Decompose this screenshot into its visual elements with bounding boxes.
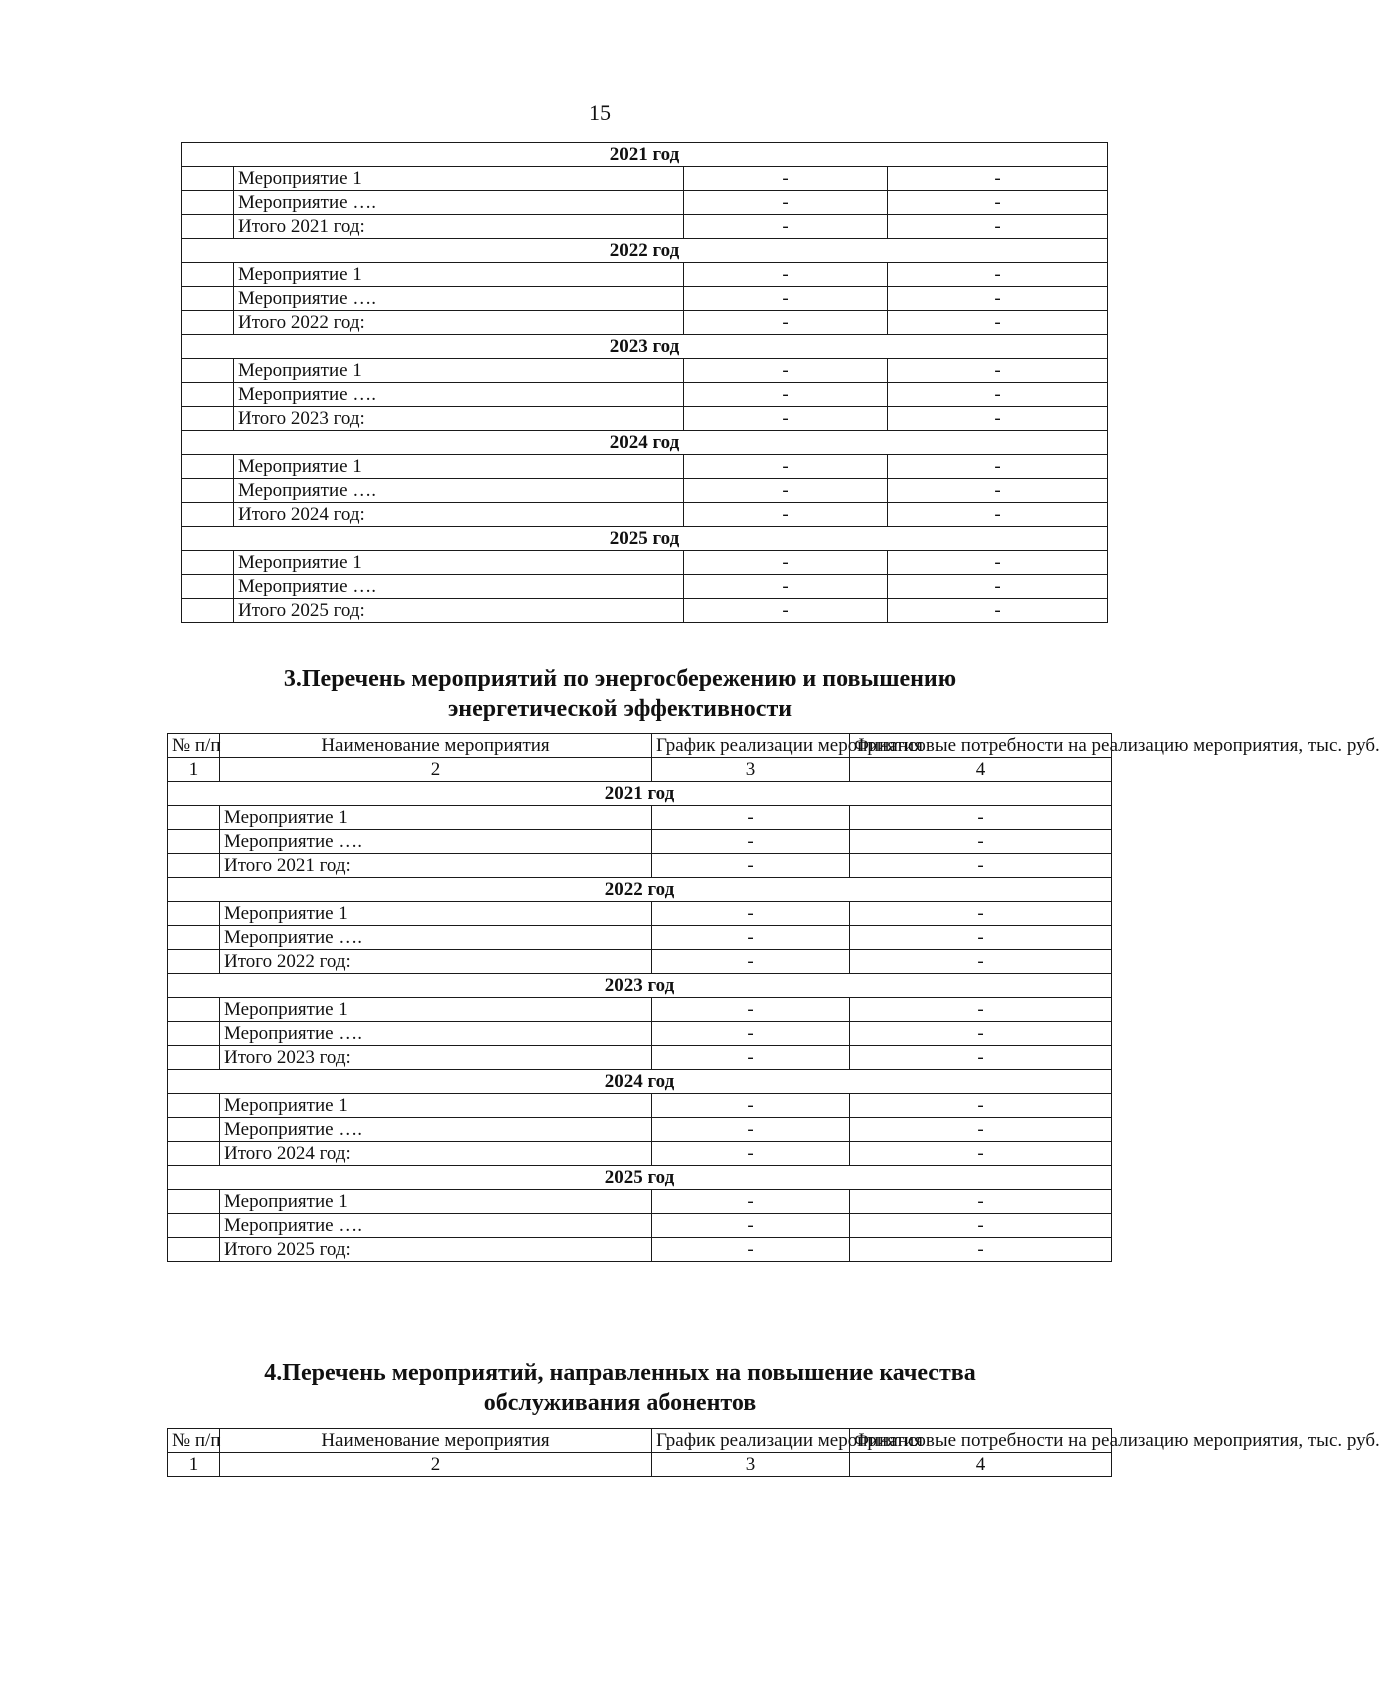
year-row — [182, 335, 1108, 359]
table-row — [182, 263, 1108, 287]
section-4-title-line-1: 4.Перечень мероприятий, направленных на повышение качества — [264, 1360, 976, 1386]
year-label: 2021 год — [182, 143, 1108, 167]
column-number-row — [168, 758, 1112, 782]
event-name: Итого 2021 год: — [220, 854, 652, 878]
num-cell — [168, 806, 220, 830]
schedule-cell: - — [652, 902, 850, 926]
finance-cell: - — [850, 854, 1112, 878]
event-name: Мероприятие 1 — [220, 998, 652, 1022]
event-name: Мероприятие 1 — [234, 455, 684, 479]
year-label: 2024 год — [168, 1070, 1112, 1094]
event-name: Мероприятие …. — [234, 191, 684, 215]
section-3-title-line-2: энергетической эффективности — [447, 696, 793, 722]
event-name: Итого 2025 год: — [234, 599, 684, 623]
event-name: Мероприятие …. — [220, 926, 652, 950]
finance-cell: - — [850, 902, 1112, 926]
schedule-cell: - — [684, 191, 888, 215]
event-name: Мероприятие …. — [234, 575, 684, 599]
event-name: Итого 2023 год: — [234, 407, 684, 431]
num-cell — [182, 215, 234, 239]
total-row — [168, 950, 1112, 974]
num-cell — [168, 950, 220, 974]
header-num: № п/п — [168, 1429, 220, 1453]
table-row — [182, 383, 1108, 407]
table-continuation — [181, 142, 1108, 623]
table-row — [182, 167, 1108, 191]
col-number-3: 3 — [652, 1453, 850, 1477]
num-cell — [182, 599, 234, 623]
total-row — [168, 1238, 1112, 1262]
year-label: 2022 год — [182, 239, 1108, 263]
header-name: Наименование мероприятия — [220, 1429, 652, 1453]
section-4-title-line-2: обслуживания абонентов — [483, 1390, 757, 1416]
num-cell — [168, 1142, 220, 1166]
header-finance: Финансовые потребности на реализацию мероприятия, тыс. руб. — [850, 734, 1112, 758]
header-schedule: График реализации мероприятия — [652, 1429, 850, 1453]
total-row — [182, 599, 1108, 623]
event-name: Мероприятие …. — [234, 479, 684, 503]
finance-cell: - — [888, 287, 1108, 311]
section-4-heading — [150, 1358, 1090, 1418]
year-label: 2024 год — [182, 431, 1108, 455]
num-cell — [168, 1094, 220, 1118]
table-row — [182, 575, 1108, 599]
schedule-cell: - — [652, 1214, 850, 1238]
year-row — [182, 239, 1108, 263]
num-cell — [168, 830, 220, 854]
num-cell — [182, 575, 234, 599]
schedule-cell: - — [652, 1190, 850, 1214]
schedule-cell: - — [652, 854, 850, 878]
table-row — [168, 806, 1112, 830]
schedule-cell: - — [652, 806, 850, 830]
num-cell — [182, 287, 234, 311]
total-row — [182, 311, 1108, 335]
page-number: 15 — [589, 100, 611, 125]
column-number-row — [168, 1453, 1112, 1477]
total-row — [168, 1142, 1112, 1166]
table-row — [182, 455, 1108, 479]
finance-cell: - — [888, 407, 1108, 431]
num-cell — [182, 311, 234, 335]
finance-cell: - — [888, 359, 1108, 383]
finance-cell: - — [888, 455, 1108, 479]
section-3-heading — [150, 664, 1090, 724]
num-cell — [182, 167, 234, 191]
finance-cell: - — [850, 1214, 1112, 1238]
finance-cell: - — [850, 1118, 1112, 1142]
schedule-cell: - — [684, 407, 888, 431]
table-row — [168, 1094, 1112, 1118]
schedule-cell: - — [684, 599, 888, 623]
num-cell — [168, 1118, 220, 1142]
col-number-4: 4 — [850, 758, 1112, 782]
finance-cell: - — [850, 1190, 1112, 1214]
year-label: 2023 год — [182, 335, 1108, 359]
event-name: Итого 2023 год: — [220, 1046, 652, 1070]
num-cell — [182, 263, 234, 287]
year-row — [168, 1070, 1112, 1094]
num-cell — [182, 503, 234, 527]
table-row — [168, 1022, 1112, 1046]
header-name: Наименование мероприятия — [220, 734, 652, 758]
schedule-cell: - — [684, 263, 888, 287]
col-number-3: 3 — [652, 758, 850, 782]
year-row — [182, 143, 1108, 167]
col-number-1: 1 — [168, 1453, 220, 1477]
event-name: Мероприятие …. — [220, 1022, 652, 1046]
num-cell — [168, 1046, 220, 1070]
schedule-cell: - — [684, 575, 888, 599]
event-name: Итого 2024 год: — [220, 1142, 652, 1166]
num-cell — [168, 926, 220, 950]
schedule-cell: - — [684, 215, 888, 239]
col-number-2: 2 — [220, 758, 652, 782]
schedule-cell: - — [684, 359, 888, 383]
year-row — [168, 878, 1112, 902]
table-row — [168, 1118, 1112, 1142]
section-3-title-line-1: 3.Перечень мероприятий по энергосбережению и повышению — [283, 666, 957, 692]
finance-cell: - — [888, 503, 1108, 527]
event-name: Мероприятие 1 — [234, 359, 684, 383]
finance-cell: - — [888, 311, 1108, 335]
table-section-4 — [167, 1428, 1380, 1477]
table-section-3 — [167, 733, 1380, 1262]
finance-cell: - — [888, 551, 1108, 575]
schedule-cell: - — [652, 1022, 850, 1046]
year-row — [168, 1166, 1112, 1190]
finance-cell: - — [888, 263, 1108, 287]
num-cell — [182, 455, 234, 479]
table-row — [168, 998, 1112, 1022]
year-row — [168, 782, 1112, 806]
schedule-cell: - — [684, 287, 888, 311]
schedule-cell: - — [684, 167, 888, 191]
year-label: 2021 год — [168, 782, 1112, 806]
num-cell — [168, 998, 220, 1022]
col-number-1: 1 — [168, 758, 220, 782]
schedule-cell: - — [652, 1118, 850, 1142]
finance-cell: - — [888, 575, 1108, 599]
table-header-row — [168, 1429, 1112, 1453]
total-row — [168, 854, 1112, 878]
year-row — [182, 431, 1108, 455]
event-name: Мероприятие …. — [234, 287, 684, 311]
table-row — [182, 191, 1108, 215]
total-row — [182, 503, 1108, 527]
event-name: Мероприятие 1 — [234, 167, 684, 191]
finance-cell: - — [888, 479, 1108, 503]
year-label: 2025 год — [168, 1166, 1112, 1190]
event-name: Мероприятие 1 — [220, 902, 652, 926]
finance-cell: - — [850, 1046, 1112, 1070]
year-row — [182, 527, 1108, 551]
event-name: Мероприятие …. — [220, 1214, 652, 1238]
finance-cell: - — [850, 926, 1112, 950]
schedule-cell: - — [684, 479, 888, 503]
event-name: Мероприятие 1 — [234, 263, 684, 287]
schedule-cell: - — [652, 950, 850, 974]
num-cell — [168, 854, 220, 878]
schedule-cell: - — [652, 926, 850, 950]
table-row — [168, 1190, 1112, 1214]
table-row — [168, 926, 1112, 950]
table-row — [168, 1214, 1112, 1238]
num-cell — [182, 359, 234, 383]
event-name: Итого 2022 год: — [220, 950, 652, 974]
event-name: Мероприятие 1 — [234, 551, 684, 575]
finance-cell: - — [888, 383, 1108, 407]
num-cell — [168, 1190, 220, 1214]
schedule-cell: - — [652, 1238, 850, 1262]
schedule-cell: - — [652, 1046, 850, 1070]
event-name: Итого 2024 год: — [234, 503, 684, 527]
table-header-row — [168, 734, 1112, 758]
year-label: 2025 год — [182, 527, 1108, 551]
num-cell — [182, 191, 234, 215]
event-name: Мероприятие 1 — [220, 1094, 652, 1118]
schedule-cell: - — [652, 830, 850, 854]
header-schedule: График реализации мероприятия — [652, 734, 850, 758]
total-row — [182, 407, 1108, 431]
total-row — [168, 1046, 1112, 1070]
col-number-4: 4 — [850, 1453, 1112, 1477]
table-row — [182, 359, 1108, 383]
schedule-cell: - — [652, 998, 850, 1022]
total-row — [182, 215, 1108, 239]
finance-cell: - — [888, 191, 1108, 215]
finance-cell: - — [850, 806, 1112, 830]
event-name: Мероприятие …. — [220, 1118, 652, 1142]
event-name: Итого 2021 год: — [234, 215, 684, 239]
num-cell — [168, 1214, 220, 1238]
schedule-cell: - — [684, 551, 888, 575]
year-row — [168, 974, 1112, 998]
schedule-cell: - — [684, 455, 888, 479]
header-finance: Финансовые потребности на реализацию мероприятия, тыс. руб. — [850, 1429, 1112, 1453]
finance-cell: - — [850, 998, 1112, 1022]
table-row — [168, 830, 1112, 854]
finance-cell: - — [850, 1142, 1112, 1166]
schedule-cell: - — [652, 1094, 850, 1118]
table-row — [168, 902, 1112, 926]
event-name: Мероприятие …. — [220, 830, 652, 854]
schedule-cell: - — [684, 311, 888, 335]
finance-cell: - — [888, 167, 1108, 191]
header-num: № п/п — [168, 734, 220, 758]
schedule-cell: - — [684, 383, 888, 407]
schedule-cell: - — [652, 1142, 850, 1166]
event-name: Итого 2022 год: — [234, 311, 684, 335]
table-row — [182, 287, 1108, 311]
num-cell — [182, 383, 234, 407]
event-name: Мероприятие 1 — [220, 1190, 652, 1214]
year-label: 2023 год — [168, 974, 1112, 998]
finance-cell: - — [888, 215, 1108, 239]
num-cell — [182, 407, 234, 431]
num-cell — [182, 479, 234, 503]
table-row — [182, 551, 1108, 575]
year-label: 2022 год — [168, 878, 1112, 902]
num-cell — [168, 1022, 220, 1046]
finance-cell: - — [850, 1238, 1112, 1262]
schedule-cell: - — [684, 503, 888, 527]
num-cell — [182, 551, 234, 575]
finance-cell: - — [850, 950, 1112, 974]
event-name: Мероприятие 1 — [220, 806, 652, 830]
finance-cell: - — [850, 830, 1112, 854]
event-name: Мероприятие …. — [234, 383, 684, 407]
finance-cell: - — [850, 1022, 1112, 1046]
num-cell — [168, 1238, 220, 1262]
num-cell — [168, 902, 220, 926]
col-number-2: 2 — [220, 1453, 652, 1477]
table-row — [182, 479, 1108, 503]
finance-cell: - — [850, 1094, 1112, 1118]
finance-cell: - — [888, 599, 1108, 623]
event-name: Итого 2025 год: — [220, 1238, 652, 1262]
